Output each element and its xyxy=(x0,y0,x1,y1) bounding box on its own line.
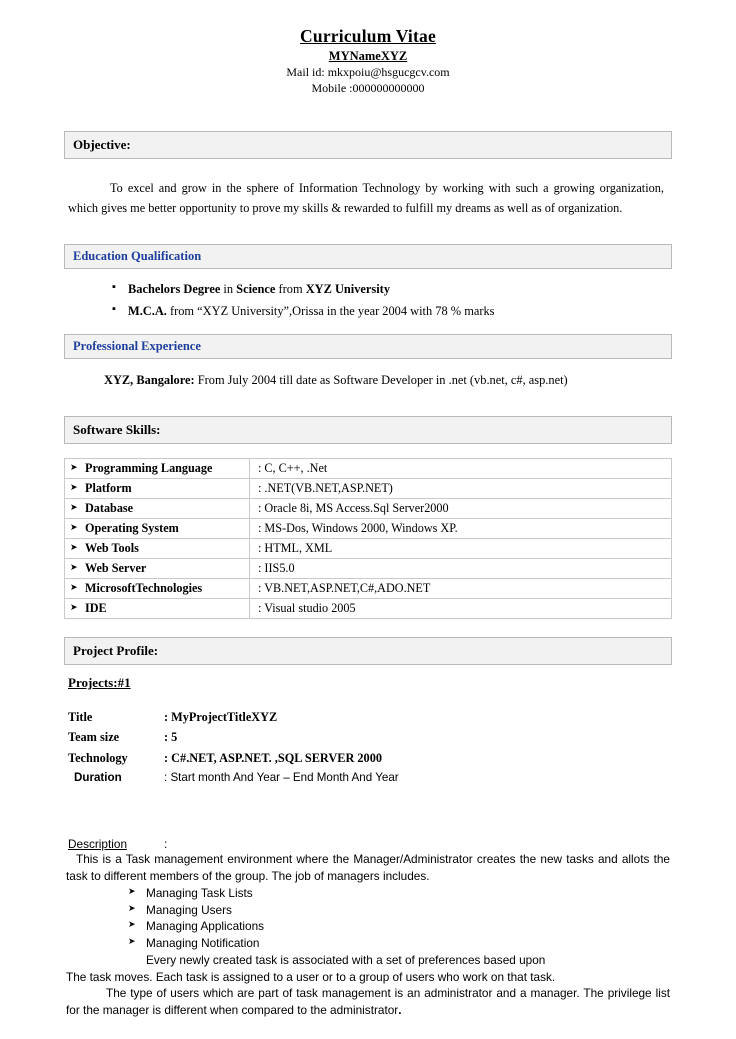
table-row xyxy=(65,478,672,498)
table-row xyxy=(65,578,672,598)
skill-value: : HTML, XML xyxy=(250,538,672,558)
skill-key: ➤ Web Tools xyxy=(65,538,250,558)
education-degree: Bachelors Degree xyxy=(128,282,221,297)
project-key: Technology xyxy=(68,750,128,765)
skill-value: : VB.NET,ASP.NET,C#,ADO.NET xyxy=(250,578,672,598)
contact-email: Mail id: mkxpoiu@hsgucgcv.com xyxy=(286,65,450,79)
experience-entry xyxy=(64,371,672,390)
project-value: : C#.NET, ASP.NET. ,SQL SERVER 2000 xyxy=(164,750,383,765)
list-item xyxy=(112,301,672,322)
description-header xyxy=(64,837,672,851)
description-paragraph-3 xyxy=(66,985,670,1019)
section-header-education: Education Qualification xyxy=(64,244,672,269)
table-row xyxy=(68,768,399,787)
table-row xyxy=(68,748,399,768)
list-item: ➤ Managing Notification xyxy=(128,935,670,952)
skill-key: ➤ Web Server xyxy=(65,558,250,578)
table-row xyxy=(65,598,672,618)
table-row xyxy=(68,727,399,747)
section-header-skills: Software Skills: xyxy=(64,416,672,444)
education-degree-2: M.C.A. xyxy=(128,303,167,318)
list-item: ➤ Managing Applications xyxy=(128,918,670,935)
project-key: Duration xyxy=(74,771,122,785)
education-sep2: from xyxy=(275,282,306,297)
project-key: Title xyxy=(68,709,93,724)
skill-key: ➤ MicrosoftTechnologies xyxy=(65,578,250,598)
skill-value: : MS-Dos, Windows 2000, Windows XP. xyxy=(250,518,672,538)
skill-value: : IIS5.0 xyxy=(250,558,672,578)
candidate-name: MYNameXYZ xyxy=(328,49,408,63)
description-paragraph-3-text: The type of users which are part of task management is an administrator and a manager. The privilege list for the manager is different when compared to the administrator xyxy=(66,986,670,1018)
skill-key: ➤ Database xyxy=(65,498,250,518)
skills-table xyxy=(64,458,672,619)
description-list xyxy=(66,885,670,952)
education-list xyxy=(64,279,672,322)
skill-key: ➤ Operating System xyxy=(65,518,250,538)
table-row xyxy=(65,558,672,578)
section-header-objective: Objective: xyxy=(64,131,672,159)
project-value: : Start month And Year – End Month And Year xyxy=(164,771,399,785)
description-paragraph-3-end: . xyxy=(398,1003,402,1018)
description-note-1: Every newly created task is associated with a set of preferences based upon xyxy=(146,952,546,967)
page-title: Curriculum Vitae xyxy=(300,26,436,46)
skill-value: : .NET(VB.NET,ASP.NET) xyxy=(250,478,672,498)
section-header-project-profile: Project Profile: xyxy=(64,637,672,665)
experience-detail: From July 2004 till date as Software Developer in .net (vb.net, c#, asp.net) xyxy=(194,373,568,388)
table-row xyxy=(65,498,672,518)
education-university: XYZ University xyxy=(305,282,391,297)
table-row xyxy=(65,538,672,558)
description-colon: : xyxy=(164,837,168,852)
skill-value: : C, C++, .Net xyxy=(250,458,672,478)
project-value: : MyProjectTitleXYZ xyxy=(164,709,278,724)
education-detail-2: from “XYZ University”,Orissa in the year 2004 with 78 % marks xyxy=(166,303,495,318)
education-field: Science xyxy=(236,282,276,297)
section-header-experience: Professional Experience xyxy=(64,334,672,359)
skill-key: ➤ IDE xyxy=(65,598,250,618)
list-item xyxy=(112,279,672,300)
contact-mobile: Mobile :000000000000 xyxy=(311,80,425,95)
list-item: ➤ Managing Users xyxy=(128,902,670,919)
document-header xyxy=(64,26,672,97)
table-row xyxy=(65,518,672,538)
table-row xyxy=(68,707,399,727)
description-body xyxy=(64,851,672,1019)
description-label: Description xyxy=(68,837,128,852)
projects-label: Projects:#1 xyxy=(68,674,131,690)
project-value: : 5 xyxy=(164,730,178,745)
list-item: ➤ Managing Task Lists xyxy=(128,885,670,902)
skill-key: ➤ Platform xyxy=(65,478,250,498)
table-row xyxy=(65,458,672,478)
education-sep1: in xyxy=(220,282,237,297)
skill-key: ➤ Programming Language xyxy=(65,458,250,478)
description-paragraph-2: The task moves. Each task is assigned to a user or to a group of users who work on that task. xyxy=(66,969,556,984)
description-paragraph-1: This is a Task management environment where the Manager/Administrator creates the new tasks and allots the task to different members of the group. The job of managers includes. xyxy=(66,852,670,884)
skill-value: : Oracle 8i, MS Access.Sql Server2000 xyxy=(250,498,672,518)
objective-text: To excel and grow in the sphere of Information Technology by working with such a growing organization, which gives me better opportunity to prove my skills & rewarded to fulfill my dreams as well as of organization. xyxy=(68,180,664,215)
skill-value: : Visual studio 2005 xyxy=(250,598,672,618)
project-details-table xyxy=(68,707,399,788)
experience-company: XYZ, Bangalore: xyxy=(104,373,195,388)
project-key: Team size xyxy=(68,730,120,745)
